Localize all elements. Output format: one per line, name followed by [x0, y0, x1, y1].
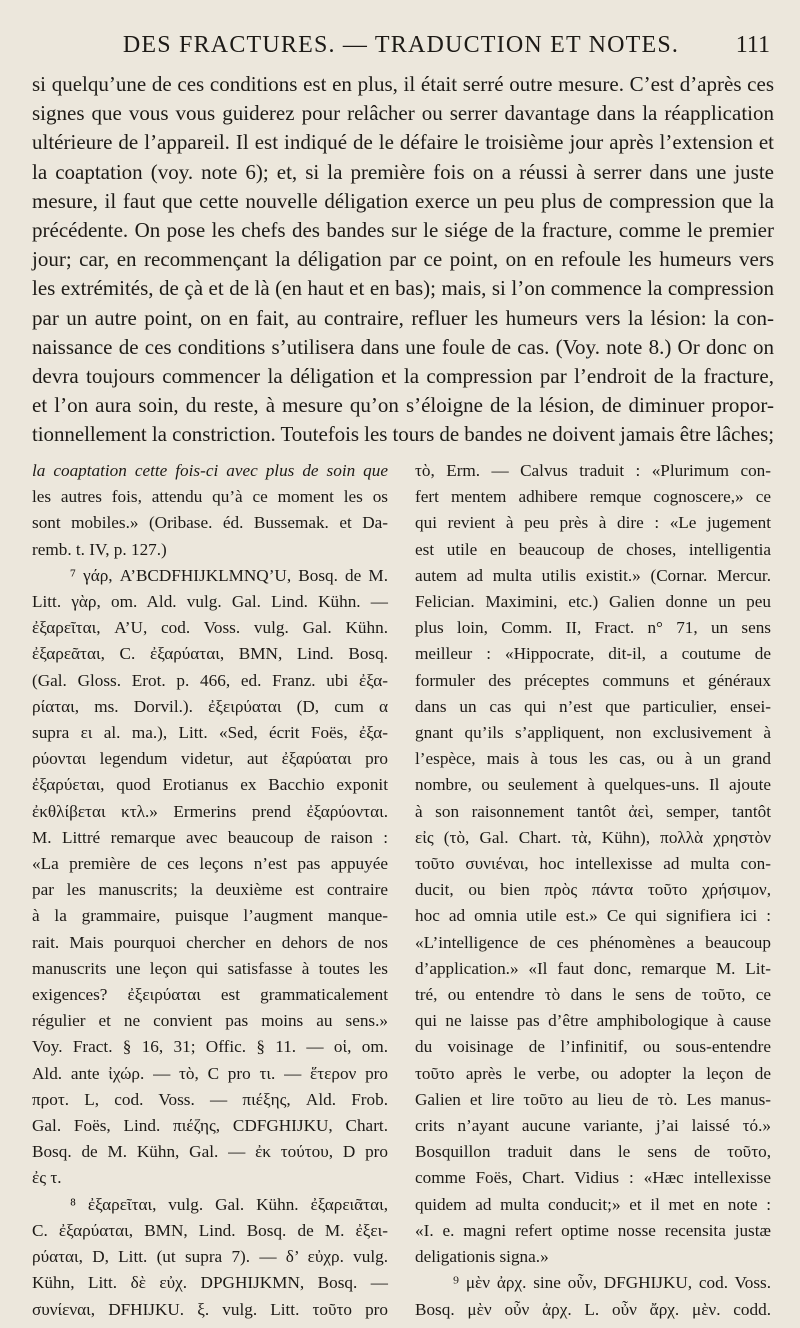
footnote-7-start: ⁷ γάρ, A’BCDFHIJKLMNQ’U, Bosq. de M. — [70, 565, 388, 585]
note-line: (Gal. Gloss. Erot. p. 466, ed. Franz. ubi ἐξα- — [32, 670, 388, 690]
note-line: sont mobiles.» (Oribase. éd. Bussemak. et Da- — [32, 513, 388, 533]
note-line: plus loin, Comm. II, Fract. n° 71, un sens — [415, 618, 771, 638]
note-line: Gal. Foës, Lind. πιέζης, CDFGHIJKU, Chart. — [32, 1116, 388, 1136]
note-line: ρίαται, ms. Dorvil.). ἐξειρύαται (D, cum α — [32, 696, 388, 716]
page-header — [32, 28, 770, 62]
note-line: τοῦτο après le verbe, ou adopter la leçon de — [415, 1063, 771, 1083]
note-line: l’espèce, mais à tous les cas, ou à un grand — [415, 749, 771, 769]
note-line: προτ. L, cod. Voss. — πιέξης, Ald. Frob. — [32, 1089, 388, 1109]
note-line: qui ne laisse pas d’être amphibologique à cause — [415, 1011, 771, 1031]
note-line: «L’intelligence de ces phénomènes a beaucoup — [415, 932, 771, 952]
note-line: ἐξαρεῖται, A’U, cod. Voss. vulg. Gal. Kühn. — [32, 618, 388, 638]
text-line: jour; car, en recommençant la déligation par ce point, on en refoule les humeurs vers — [32, 247, 774, 272]
note-line: crits n’ayant aucune variante, j’ai laissé τό.» — [415, 1116, 771, 1136]
note-line: ρύαται, D, Litt. (ut supra 7). — δ’ εὐχρ. vulg. — [32, 1247, 388, 1267]
note-line: remb. t. IV, p. 127.) — [32, 539, 167, 559]
note-line: est utile en beaucoup de choses, intelligentia — [415, 539, 771, 559]
note-line: Voy. Fract. § 16, 31; Offic. § 11. — οἱ, om. — [32, 1037, 388, 1057]
note-line: d’application.» «Il faut donc, remarque M. Lit- — [415, 958, 771, 978]
note-line: Bosq. μὲν οὖν ἀρχ. L. οὖν ἄρχ. μὲν. codd. — [415, 1299, 771, 1319]
text-line: devra toujours commencer la déligation et la compression par l’endroit de la fracture, — [32, 364, 774, 389]
note-line: ἐκθλίβεται κτλ.» Ermerins prend ἐξαρύονται. — [32, 801, 388, 821]
note-line: M. Littré remarque avec beaucoup de raison : — [32, 827, 388, 847]
note-line: gnant qu’ils s’appliquent, non exclusivement à — [415, 723, 771, 743]
note-line: à son raisonnement tantôt ἀεὶ, semper, tantôt — [415, 801, 771, 821]
text-line: et l’on aura soin, du reste, à mesure qu’on s’éloigne de la lésion, de diminuer propor- — [32, 393, 774, 418]
note-line: autem ad multa utilis existit.» (Cornar. Mercur. — [415, 565, 771, 585]
note-line: quidem ad multa conducit;» et il met en note : — [415, 1194, 771, 1214]
note-line: exigences? ἐξειρύαται est grammaticalement — [32, 985, 388, 1005]
notes-right-column — [415, 458, 771, 1323]
page-number: 111 — [735, 31, 770, 58]
note-line: ἐξαρεᾶται, C. ἐξαρύαται, BMN, Lind. Bosq. — [32, 644, 388, 664]
note-line: nombre, ou seulement à quelques-uns. Il ajoute — [415, 775, 771, 795]
note-line: Bosq. de M. Kühn, Gal. — ἐκ τούτου, D pro — [32, 1142, 388, 1162]
text-line: par un autre point, on en fait, au contraire, refluer les humeurs vers la lésion: la con- — [32, 305, 774, 330]
note-line: par les manuscrits; la deuxième est contraire — [32, 880, 388, 900]
note-line: meilleur : «Hippocrate, dit-il, a coutume de — [415, 644, 771, 664]
notes-left-column — [32, 458, 388, 1323]
footnote-8-start: ⁸ ἐξαρεῖται, vulg. Gal. Kühn. ἐξαρειᾶται, — [70, 1194, 388, 1214]
note-line: supra ει al. ma.), Litt. «Sed, écrit Foës, ἐξα- — [32, 723, 388, 743]
note-line: εἰς (τὸ, Gal. Chart. τὰ, Kühn), πολλὰ χρηστὸν — [415, 827, 771, 847]
note-line: «La première de ces leçons n’est pas appuyée — [32, 854, 388, 874]
note-line: τὸ, Erm. — Calvus traduit : «Plurimum con- — [415, 461, 771, 480]
note-line: «I. e. magni refert optime nosse recensita justæ — [415, 1220, 771, 1240]
footnote-9-start: ⁹ μὲν ἀρχ. sine οὖν, DFGHIJKU, cod. Voss. — [453, 1273, 771, 1293]
note-line: du voisinage de l’infinitif, ou sous-entendre — [415, 1037, 771, 1057]
running-title: DES FRACTURES. — TRADUCTION ET NOTES. — [122, 31, 680, 58]
note-line: C. ἐξαρύαται, BMN, Lind. Bosq. de M. ἐξει- — [32, 1220, 388, 1240]
note-line: Litt. γὰρ, om. Ald. vulg. Gal. Lind. Kühn. — — [32, 592, 388, 612]
main-translation-text — [32, 70, 774, 450]
text-line: si quelqu’une de ces conditions est en plus, il était serré outre mesure. C’est d’après ces — [32, 72, 774, 96]
text-line: signes que vous vous guiderez pour relâcher ou serrer davantage dans la réapplication — [32, 101, 774, 126]
note-line: συνίεναι, DFHIJKU. ξ. vulg. Litt. τοῦτο pro — [32, 1299, 388, 1319]
text-line: précédente. On pose les chefs des bandes sur le siége de la fracture, comme le premier — [32, 218, 774, 243]
note-line: ducit, ou bien πρὸς πάντα τοῦτο χρήσιμον, — [415, 880, 771, 900]
note-line: hoc ad omnia utile est.» Ce qui signifiera ici : — [415, 906, 771, 926]
note-line: qui revient à peu près à dire : «Le jugement — [415, 513, 771, 533]
note-line: ρύονται legendum videtur, aut ἐξαρύαται pro — [32, 749, 388, 769]
note-line: dans un cas qui n’est que particulier, ensei- — [415, 696, 771, 716]
text-line: les extrémités, de çà et de là (en haut et en bas); mais, si l’on commence la compression — [32, 276, 774, 301]
note-line: fert mentem adhibere remque cognoscere,» ce — [415, 487, 771, 507]
note-line: rait. Mais pourquoi chercher en dehors de nos — [32, 932, 388, 952]
note-line: ἐς τ. — [32, 1168, 62, 1188]
note-line: ἐξαρύεται, quod Erotianus ex Bacchio exponit — [32, 775, 388, 795]
text-line: tionnellement la constriction. Toutefois les tours de bandes ne doivent jamais être lâches; — [32, 422, 774, 447]
note-line: régulier et ne convient pas moins au sens.» — [32, 1011, 388, 1031]
text-line: mesure, il faut que cette nouvelle déligation exerce un peu plus de compression que la — [32, 188, 774, 213]
text-line: la coaptation (voy. note 6); et, si la première fois on a réussi à serrer dans une juste — [32, 159, 774, 184]
note-line: tré, ou entendre τὸ dans le sens de τοῦτο, ce — [415, 985, 771, 1005]
note-line: formuler des préceptes communs et généraux — [415, 670, 771, 690]
note-line: les autres fois, attendu qu’à ce moment les os — [32, 487, 388, 507]
note-line: deligationis signa.» — [415, 1247, 549, 1267]
note-line: à la grammaire, puisque l’augment manque- — [32, 906, 388, 926]
text-line: ultérieure de l’appareil. Il est indiqué de le défaire le troisième jour après l’extension et — [32, 130, 774, 155]
note-line: Ald. ante ἰχώρ. — τὸ, C pro τι. — ἕτερον pro — [32, 1063, 388, 1083]
note-line: la coaptation cette fois-ci avec plus de soin que — [32, 461, 388, 480]
note-line: Kühn, Litt. δὲ εὐχ. DPGHIJKMN, Bosq. — — [32, 1273, 388, 1293]
note-line: Felician. Maximini, etc.) Galien donne un peu — [415, 592, 771, 612]
note-line: comme Foës, Chart. Vidius : «Hæc intellexisse — [415, 1168, 771, 1188]
note-line: Galien et lire τοῦτο au lieu de τὸ. Les manus- — [415, 1089, 771, 1109]
note-line: τοῦτο συνιέναι, hoc intellexisse ad multa con- — [415, 854, 771, 874]
text-line: naissance de ces conditions s’utilisera dans une foule de cas. (Voy. note 8.) Or donc on — [32, 334, 774, 359]
note-line: Bosquillon traduit dans le sens de τοῦτο, — [415, 1142, 771, 1162]
note-line: manuscrits une leçon qui satisfasse à toutes les — [32, 958, 388, 978]
